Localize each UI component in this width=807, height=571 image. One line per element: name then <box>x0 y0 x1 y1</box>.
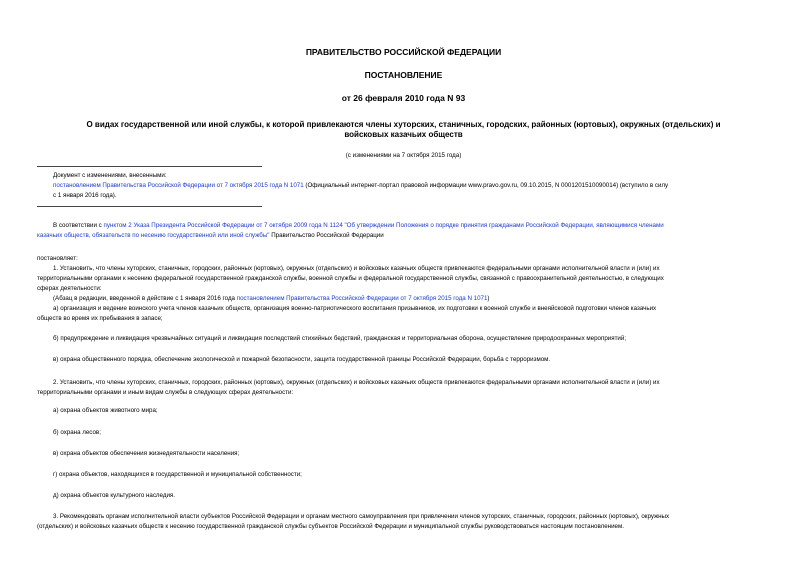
document-date-number: от 26 февраля 2010 года N 93 <box>341 93 466 103</box>
item-1b: б) предупреждение и ликвидация чрезвычайных ситуаций и ликвидация последствий стихийных бедствий, гражданская и территориальная оборона, осуществление природоохранных мероприятий; <box>53 335 627 342</box>
revision-note: (с изменениями на 7 октября 2015 года) <box>345 152 462 159</box>
title-line-2: войсковых казачьих обществ <box>344 130 463 139</box>
preamble-end: Правительство Российской Федерации <box>269 232 384 239</box>
amendment-prefix: (Абзац в редакции, введенной в действие с 1 января 2016 года <box>53 295 237 302</box>
item-3-line-2: (отдельских) и войсковых казачьих обществ к несению государственной гражданской службы субъектов Российской Федерации и муниципальной службы руководствоваться настоящим постановлением. <box>37 523 624 530</box>
item-2v: в) охрана объектов обеспечения жизнедеятельности населения; <box>53 450 240 457</box>
document-title <box>30 120 777 140</box>
item-2a: а) охрана объектов животного мира; <box>53 407 158 414</box>
changes-link[interactable]: постановлением Правительства Российской Федерации от 7 октября 2015 года N 1071 <box>53 182 304 189</box>
amendment-suffix: ) <box>487 295 490 302</box>
changes-effective: с 1 января 2016 года). <box>53 192 117 199</box>
item-3-line-1: 3. Рекомендовать органам исполнительной власти субъектов Российской Федерации и органам местного самоуправления при привлечении членов хуторских, станичных, городских, районных (юртовых), окружных <box>53 513 670 520</box>
title-line-1: О видах государственной или иной службы, к которой привлекаются члены хуторских, станичных, городских, районных (юртовых), окружных (отдельских) и <box>86 120 721 129</box>
amendment-note <box>53 294 489 304</box>
item-1-line-3: сферах деятельности: <box>37 285 102 292</box>
item-1v: в) охрана общественного порядка, обеспечение экологической и пожарной безопасности, защита государственной границы Российской Федерации, борьба с терроризмом. <box>53 356 551 363</box>
resolves: постановляет: <box>37 255 78 262</box>
preamble-line-1 <box>53 221 664 231</box>
decree-link-part-1[interactable]: пунктом 2 Указа Президента Российской Федерации от 7 октября 2009 года N 1124 "Об утверждении Положения о порядке принятия гражданами Российской Федерации, являющимися членами <box>103 222 664 229</box>
preamble-line-2 <box>37 231 384 241</box>
decree-link-part-2[interactable]: казачьих обществ, обязательств по несению государственной или иной службы" <box>37 232 270 239</box>
amendment-link[interactable]: постановлением Правительства Российской Федерации от 7 октября 2015 года N 1071 <box>236 295 488 302</box>
changes-source: (Официальный интернет-портал правовой информации www.pravo.gov.ru, 09.10.2015, N 0001201510090014) (вступило в силу <box>303 182 669 189</box>
document-type: ПОСТАНОВЛЕНИЕ <box>364 70 443 80</box>
changes-heading: Документ с изменениями, внесенными: <box>53 172 167 179</box>
item-1a-line-2: обществ во время их пребывания в запасе; <box>37 315 163 322</box>
item-2d: д) охрана объектов культурного наследия. <box>53 492 175 499</box>
item-2-line-2: территориальными органами и иным видам службы в следующих сферах деятельности: <box>37 389 294 396</box>
item-2g: г) охрана объектов, находящихся в государственной и муниципальной собственности; <box>53 471 302 478</box>
divider-bottom <box>37 206 262 207</box>
changes-line <box>53 181 668 191</box>
divider-top <box>37 166 262 167</box>
item-1-line-1: 1. Установить, что члены хуторских, станичных, городских, районных (юртовых), окружных (отдельских) и войсковых казачьих обществ привлекаются федеральными органами исполнительной власти и (или) их <box>53 265 660 272</box>
item-1-line-2: территориальными органами к несению федеральной государственной гражданской службы, военной службы и федеральной государственной службы, связанной с правоохранительной деятельностью, в следующих <box>37 275 664 282</box>
government-heading: ПРАВИТЕЛЬСТВО РОССИЙСКОЙ ФЕДЕРАЦИИ <box>305 47 502 57</box>
item-2b: б) охрана лесов; <box>53 429 101 436</box>
item-2-line-1: 2. Установить, что члены хуторских, станичных, городских, районных (юртовых), окружных (отдельских) и войсковых казачьих обществ привлекаются федеральными органами исполнительной власти и (или) их <box>53 379 660 386</box>
preamble-start: В соответствии с <box>53 222 104 229</box>
item-1a-line-1: а) организация и ведение воинского учета членов казачьих обществ, организация военно-патриотического воспитания призывников, их подготовки к военной службе и внеяйсковой подготовки членов казачьих <box>53 305 657 312</box>
